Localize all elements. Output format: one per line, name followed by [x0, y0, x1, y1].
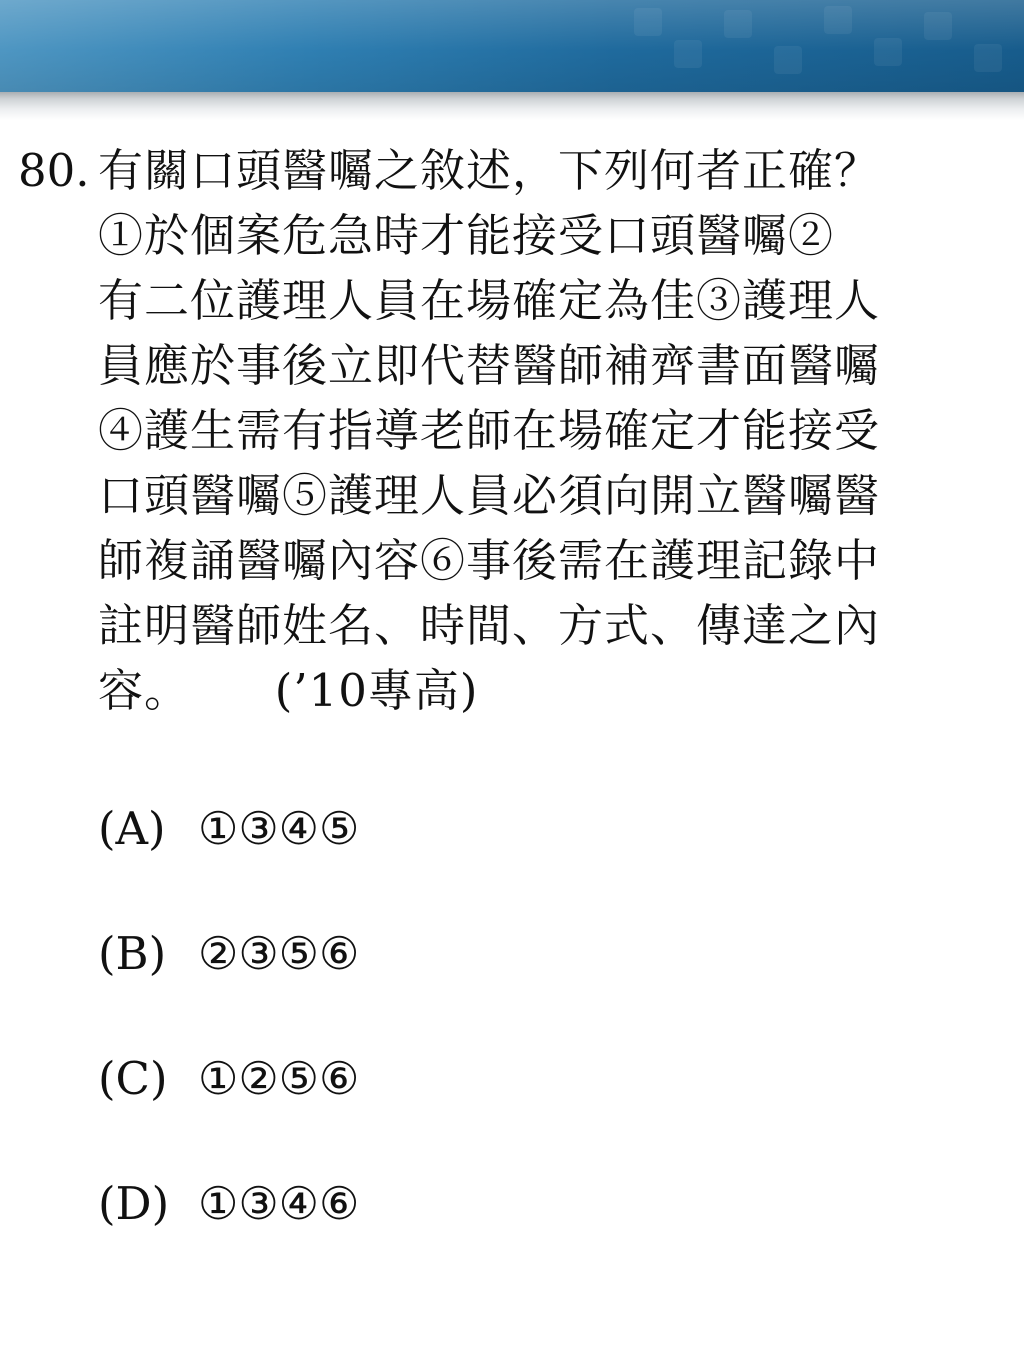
option-choices: ②③⑤⑥: [198, 927, 360, 980]
question-line: ④護生需有指導老師在場確定才能接受: [98, 404, 881, 457]
question-line: 註明醫師姓名、時間、方式、傳達之內: [98, 599, 881, 652]
option-a[interactable]: [98, 796, 359, 861]
option-b[interactable]: [98, 921, 359, 986]
option-choices: ①③④⑤: [198, 802, 360, 855]
option-choices: ①②⑤⑥: [198, 1052, 360, 1105]
question-number: 80.: [18, 144, 90, 197]
option-letter: (C): [98, 1052, 168, 1105]
option-letter: (D): [98, 1177, 170, 1230]
question-line: 口頭醫囑⑤護理人員必須向開立醫囑醫: [98, 469, 881, 522]
option-c[interactable]: [98, 1046, 359, 1111]
question-line: 員應於事後立即代替醫師補齊書面醫囑: [98, 339, 881, 392]
question-line: 師複誦醫囑內容⑥事後需在護理記錄中: [98, 534, 881, 587]
option-letter: (B): [98, 927, 167, 980]
option-d[interactable]: [98, 1171, 359, 1236]
question-line: ①於個案危急時才能接受口頭醫囑②: [98, 209, 835, 262]
header-shadow: [0, 92, 1024, 120]
header-pattern: [604, 0, 1024, 92]
question-text: [98, 138, 1014, 723]
header-banner: [0, 0, 1024, 92]
question-line: 容。 (’10專高): [98, 664, 479, 717]
option-choices: ①③④⑥: [198, 1177, 360, 1230]
question-line: 有關口頭醫囑之敘述，下列何者正確？: [98, 144, 881, 197]
question-line: 有二位護理人員在場確定為佳③護理人: [98, 274, 881, 327]
option-letter: (A): [98, 802, 166, 855]
